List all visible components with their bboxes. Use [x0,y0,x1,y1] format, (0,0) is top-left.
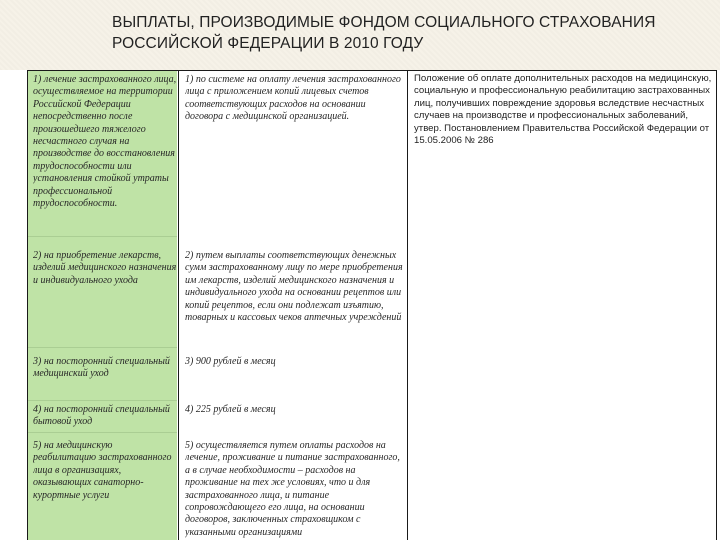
payment-type-4: 4) на посторонний специальный бытовой уход [33,404,170,428]
payment-type-2: 2) на приобретение лекарств, изделий медицинского назначения и индивидуального ухода [33,250,177,286]
payment-method-2: 2) путем выплаты соответствующих денежных сумм застрахованному лицу по мере приобретения им лекарств, изделий медицинского назначения и индивидуального ухода на основании рецептов или копий рецептов, если они подлежат изъятию, товарных и кассовых чеков аптечных учреждений [185,250,403,324]
payment-type-3: 3) на посторонний специальный медицинский уход [33,356,170,380]
scan-artifact [27,347,177,348]
payment-type-1: 1) лечение застрахованного лица, осуществляемое на территории Российской Федерации непосредственно после произошедшего тяжелого несчастного случая на производстве до восстановления трудоспособности или установления стойкой утраты профессиональной трудоспособности. [33,74,177,210]
regulation-text: Положение об оплате дополнительных расходов на медицинскую, социальную и профессиональную реабилитацию застрахованных лиц, получивших повреждение здоровья вследствие несчастных случаев на производстве и профессиональных заболеваний, утвер. Постановлением Правительства Российской Федерации от 15.05.2006 № 286 [414,73,712,147]
slide-title [112,12,702,54]
scan-artifact [27,432,177,433]
table-border-top [27,70,717,71]
scan-artifact [27,400,177,401]
title-line-2: РОССИЙСКОЙ ФЕДЕРАЦИИ В 2010 ГОДУ [112,35,424,52]
payment-type-5: 5) на медицинскую реабилитацию застрахованного лица в организациях, оказывающих санаторно-курортные услуги [33,440,172,501]
column-divider-1 [178,70,179,540]
payment-method-1: 1) по системе на оплату лечения застрахованного лица с приложением копий лицевых счетов соответствующих расходов на основании договора с медицинской организацией. [185,74,401,123]
scan-artifact [27,236,177,237]
payment-method-3: 3) 900 рублей в месяц [185,356,276,367]
payment-method-5: 5) осуществляется путем оплаты расходов на лечение, проживание и питание застрахованного, а в случае необходимости – расходов на проживание на тех же условиях, что и для застрахованного лица, и питание сопровождающего его лица, на основании договоров, заключенных страховщиком с указанными организациями [185,440,400,538]
column-divider-2 [407,70,408,540]
payment-method-4: 4) 225 рублей в месяц [185,404,276,415]
table-border-left [27,70,28,540]
table-border-right [716,70,717,540]
title-line-1: ВЫПЛАТЫ, ПРОИЗВОДИМЫЕ ФОНДОМ СОЦИАЛЬНОГО СТРАХОВАНИЯ [112,14,656,31]
